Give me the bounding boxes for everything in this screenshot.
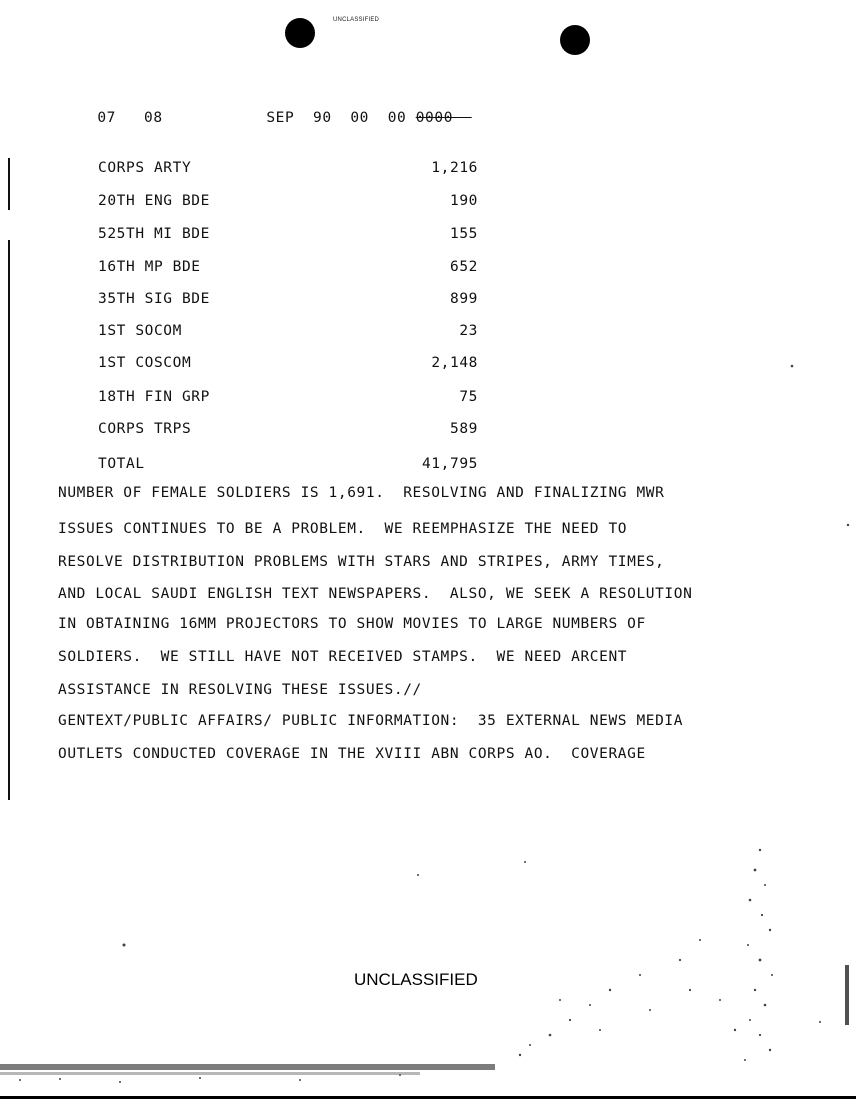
unit-name: 16TH MP BDE: [98, 259, 201, 275]
unit-name: 1ST SOCOM: [98, 323, 182, 339]
unit-count: 652: [450, 259, 478, 275]
classification-bottom: UNCLASSIFIED: [354, 970, 478, 989]
body-line: RESOLVE DISTRIBUTION PROBLEMS WITH STARS AND STRIPES, ARMY TIMES,: [58, 554, 665, 570]
unit-count: 41,795: [422, 456, 478, 472]
classification-top: UNCLASSIFIED: [333, 17, 380, 23]
body-line: GENTEXT/PUBLIC AFFAIRS/ PUBLIC INFORMATION: 35 EXTERNAL NEWS MEDIA: [58, 713, 684, 729]
unit-count: 2,148: [431, 355, 478, 371]
body-line: IN OBTAINING 16MM PROJECTORS TO SHOW MOVIES TO LARGE NUMBERS OF: [58, 616, 646, 632]
body-line: SOLDIERS. WE STILL HAVE NOT RECEIVED STAMPS. WE NEED ARCENT: [58, 649, 628, 665]
page-ref-a: 07: [97, 110, 116, 126]
dtg-c: 00: [350, 110, 370, 126]
unit-name: CORPS ARTY: [98, 160, 192, 176]
body-line: ASSISTANCE IN RESOLVING THESE ISSUES.//: [58, 682, 422, 698]
unit-count: 155: [450, 226, 478, 242]
unit-name: 1ST COSCOM: [98, 355, 192, 371]
unit-count: 23: [459, 323, 478, 339]
unit-count: 75: [459, 389, 478, 405]
page-ref-b: 08: [144, 110, 163, 126]
unit-count: 589: [450, 421, 478, 437]
body-line: ISSUES CONTINUES TO BE A PROBLEM. WE REEMPHASIZE THE NEED TO: [58, 521, 628, 537]
unit-name: CORPS TRPS: [98, 421, 192, 437]
unit-name: 18TH FIN GRP: [98, 389, 210, 405]
dtg-d: 00: [387, 110, 407, 126]
dtg-year: 90: [313, 110, 332, 126]
unit-name: 525TH MI BDE: [98, 226, 210, 242]
body-line: OUTLETS CONDUCTED COVERAGE IN THE XVIII ABN CORPS AO. COVERAGE: [58, 746, 646, 762]
bottom-edge-rule: [0, 1096, 856, 1099]
unit-name: TOTAL: [98, 456, 145, 472]
dtg-struck: 0000: [415, 110, 454, 126]
unit-name: 35TH SIG BDE: [98, 291, 210, 307]
unit-count: 190: [450, 193, 478, 209]
unit-name: 20TH ENG BDE: [98, 193, 210, 209]
body-line: NUMBER OF FEMALE SOLDIERS IS 1,691. RESOLVING AND FINALIZING MWR: [58, 485, 665, 501]
unit-count: 899: [450, 291, 478, 307]
body-line: AND LOCAL SAUDI ENGLISH TEXT NEWSPAPERS. ALSO, WE SEEK A RESOLUTION: [58, 586, 693, 602]
dtg-month: SEP: [266, 110, 295, 126]
unit-count: 1,216: [431, 160, 478, 176]
